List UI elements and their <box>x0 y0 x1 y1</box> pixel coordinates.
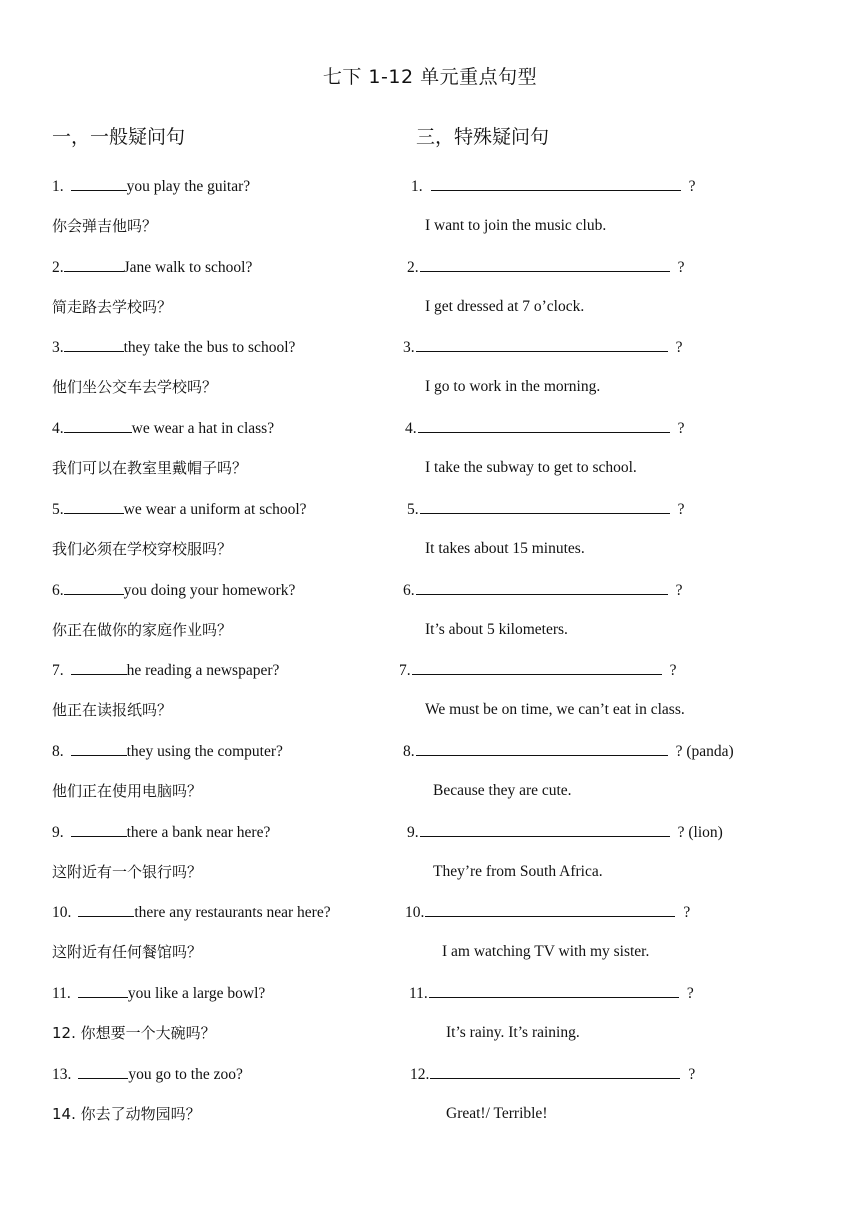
answer-blank[interactable] <box>64 337 124 352</box>
answer-blank[interactable] <box>416 741 668 756</box>
answer-blank[interactable] <box>418 418 670 433</box>
chinese-translation: 他正在读报纸吗？ <box>52 701 173 720</box>
question-text: Jane walk to school? <box>123 258 253 276</box>
question-number: 8. <box>403 742 415 760</box>
question-line <box>52 902 331 923</box>
section-heading-general-questions: 一，一般疑问句 <box>52 126 186 148</box>
chinese-translation: 这附近有一个银行吗？ <box>52 862 203 881</box>
question-number: 9. <box>407 823 419 841</box>
question-line <box>403 741 734 762</box>
question-line <box>52 741 283 762</box>
question-line <box>52 660 279 681</box>
question-line <box>409 983 694 1004</box>
question-text: you play the guitar? <box>126 178 251 195</box>
question-line <box>52 580 295 601</box>
question-text: he reading a newspaper? <box>126 662 280 680</box>
answer-blank[interactable] <box>71 741 127 756</box>
answer-sentence: They’re from South Africa. <box>433 862 603 880</box>
question-text: you go to the zoo? <box>128 1065 243 1083</box>
question-line <box>52 337 295 358</box>
question-line <box>410 1064 695 1085</box>
chinese-translation: 我们必须在学校穿校服吗？ <box>52 539 233 558</box>
page-title: 七下 1-12 单元重点句型 <box>322 66 538 88</box>
chinese-translation: 你正在做你的家庭作业吗？ <box>52 620 233 639</box>
question-line <box>407 822 723 843</box>
question-text: you like a large bowl? <box>127 985 266 1002</box>
question-line <box>399 660 677 681</box>
answer-blank[interactable] <box>416 337 668 352</box>
chinese-translation: 你会弹吉他吗？ <box>52 217 158 235</box>
question-line <box>52 418 274 439</box>
answer-blank[interactable] <box>78 1064 128 1079</box>
answer-blank[interactable] <box>64 580 124 595</box>
answer-blank[interactable] <box>64 499 124 514</box>
answer-blank[interactable] <box>420 257 670 272</box>
question-number: 4. <box>405 420 417 438</box>
answer-sentence: It’s about 5 kilometers. <box>425 620 568 638</box>
question-text: there any restaurants near here? <box>134 904 331 922</box>
answer-blank[interactable] <box>425 902 675 917</box>
question-line <box>405 902 690 923</box>
answer-sentence: Because they are cute. <box>433 781 572 799</box>
question-line <box>52 499 307 520</box>
answer-sentence: It takes about 15 minutes. <box>425 539 585 557</box>
answer-sentence: I am watching TV with my sister. <box>442 943 650 961</box>
answer-blank[interactable] <box>420 499 670 514</box>
question-number: 3. <box>403 339 415 357</box>
answer-blank[interactable] <box>71 176 127 191</box>
question-line <box>52 257 252 278</box>
question-line <box>407 257 685 278</box>
answer-blank[interactable] <box>64 418 132 433</box>
answer-blank[interactable] <box>64 257 124 272</box>
question-text: they take the bus to school? <box>123 339 296 357</box>
question-text: there a bank near here? <box>126 823 271 841</box>
question-suffix: ? (lion) <box>677 823 723 841</box>
answer-blank[interactable] <box>78 983 128 998</box>
answer-sentence: I want to join the music club. <box>425 217 607 234</box>
question-number: 3. <box>52 339 64 357</box>
chinese-translation: 12. 你想要一个大碗吗？ <box>52 1024 216 1042</box>
question-number: 6. <box>52 581 64 599</box>
question-text: we wear a uniform at school? <box>123 500 307 518</box>
answer-blank[interactable] <box>429 983 679 998</box>
question-suffix: ? <box>683 904 691 922</box>
question-number: 8. <box>52 742 64 760</box>
answer-blank[interactable] <box>420 822 670 837</box>
answer-blank[interactable] <box>430 1064 680 1079</box>
question-suffix: ? <box>677 500 685 518</box>
chinese-translation: 14. 你去了动物园吗？ <box>52 1104 201 1123</box>
chinese-translation: 他们坐公交车去学校吗？ <box>52 378 218 397</box>
answer-blank[interactable] <box>416 580 668 595</box>
answer-sentence: I get dressed at 7 o’clock. <box>425 297 585 315</box>
answer-sentence: Great!/ Terrible! <box>446 1104 548 1122</box>
chinese-translation: 他们正在使用电脑吗？ <box>52 781 203 800</box>
question-text: you doing your homework? <box>123 581 296 599</box>
answer-sentence: It’s rainy. It’s raining. <box>446 1024 580 1041</box>
question-line <box>52 983 265 1004</box>
question-number: 13. <box>52 1065 72 1083</box>
question-suffix: ? <box>688 1065 696 1083</box>
question-line <box>52 1064 243 1085</box>
question-number: 12. <box>410 1065 430 1083</box>
chinese-translation: 我们可以在教室里戴帽子吗？ <box>52 459 248 478</box>
question-suffix: ? <box>677 258 685 276</box>
question-number: 9. <box>52 823 64 841</box>
question-number: 2. <box>52 258 64 276</box>
question-number: 1. <box>411 178 423 195</box>
answer-sentence: We must be on time, we can’t eat in class. <box>425 701 685 719</box>
question-line <box>403 337 683 358</box>
answer-blank[interactable] <box>431 176 681 191</box>
question-number: 10. <box>405 904 425 922</box>
question-number: 7. <box>52 662 64 680</box>
question-suffix: ? <box>675 339 683 357</box>
question-text: they using the computer? <box>126 742 283 760</box>
chinese-translation: 简走路去学校吗？ <box>52 297 173 316</box>
question-line <box>52 822 270 843</box>
question-number: 6. <box>403 581 415 599</box>
question-line <box>405 418 685 439</box>
question-suffix: ? <box>677 420 685 438</box>
question-number: 1. <box>52 178 64 195</box>
answer-sentence: I take the subway to get to school. <box>425 459 637 477</box>
answer-blank[interactable] <box>412 660 662 675</box>
question-line <box>403 580 683 601</box>
section-heading-special-questions: 三，特殊疑问句 <box>416 126 550 148</box>
answer-sentence: I go to work in the morning. <box>425 378 601 396</box>
question-number: 11. <box>409 985 428 1002</box>
question-number: 2. <box>407 258 419 276</box>
question-number: 11. <box>52 985 71 1002</box>
question-number: 5. <box>407 500 419 518</box>
question-suffix: ? <box>675 581 683 599</box>
question-number: 5. <box>52 500 64 518</box>
question-suffix: ? <box>669 662 677 680</box>
question-line <box>52 176 250 197</box>
question-text: we wear a hat in class? <box>131 420 275 438</box>
answer-blank[interactable] <box>71 822 127 837</box>
question-number: 4. <box>52 420 64 438</box>
question-suffix: ? <box>686 985 694 1002</box>
question-suffix: ? (panda) <box>675 742 734 760</box>
chinese-translation: 这附近有任何餐馆吗？ <box>52 943 203 962</box>
question-suffix: ? <box>688 178 696 195</box>
question-number: 7. <box>399 662 411 680</box>
question-line <box>411 176 696 197</box>
answer-blank[interactable] <box>78 902 134 917</box>
question-line <box>407 499 685 520</box>
question-number: 10. <box>52 904 72 922</box>
answer-blank[interactable] <box>71 660 127 675</box>
